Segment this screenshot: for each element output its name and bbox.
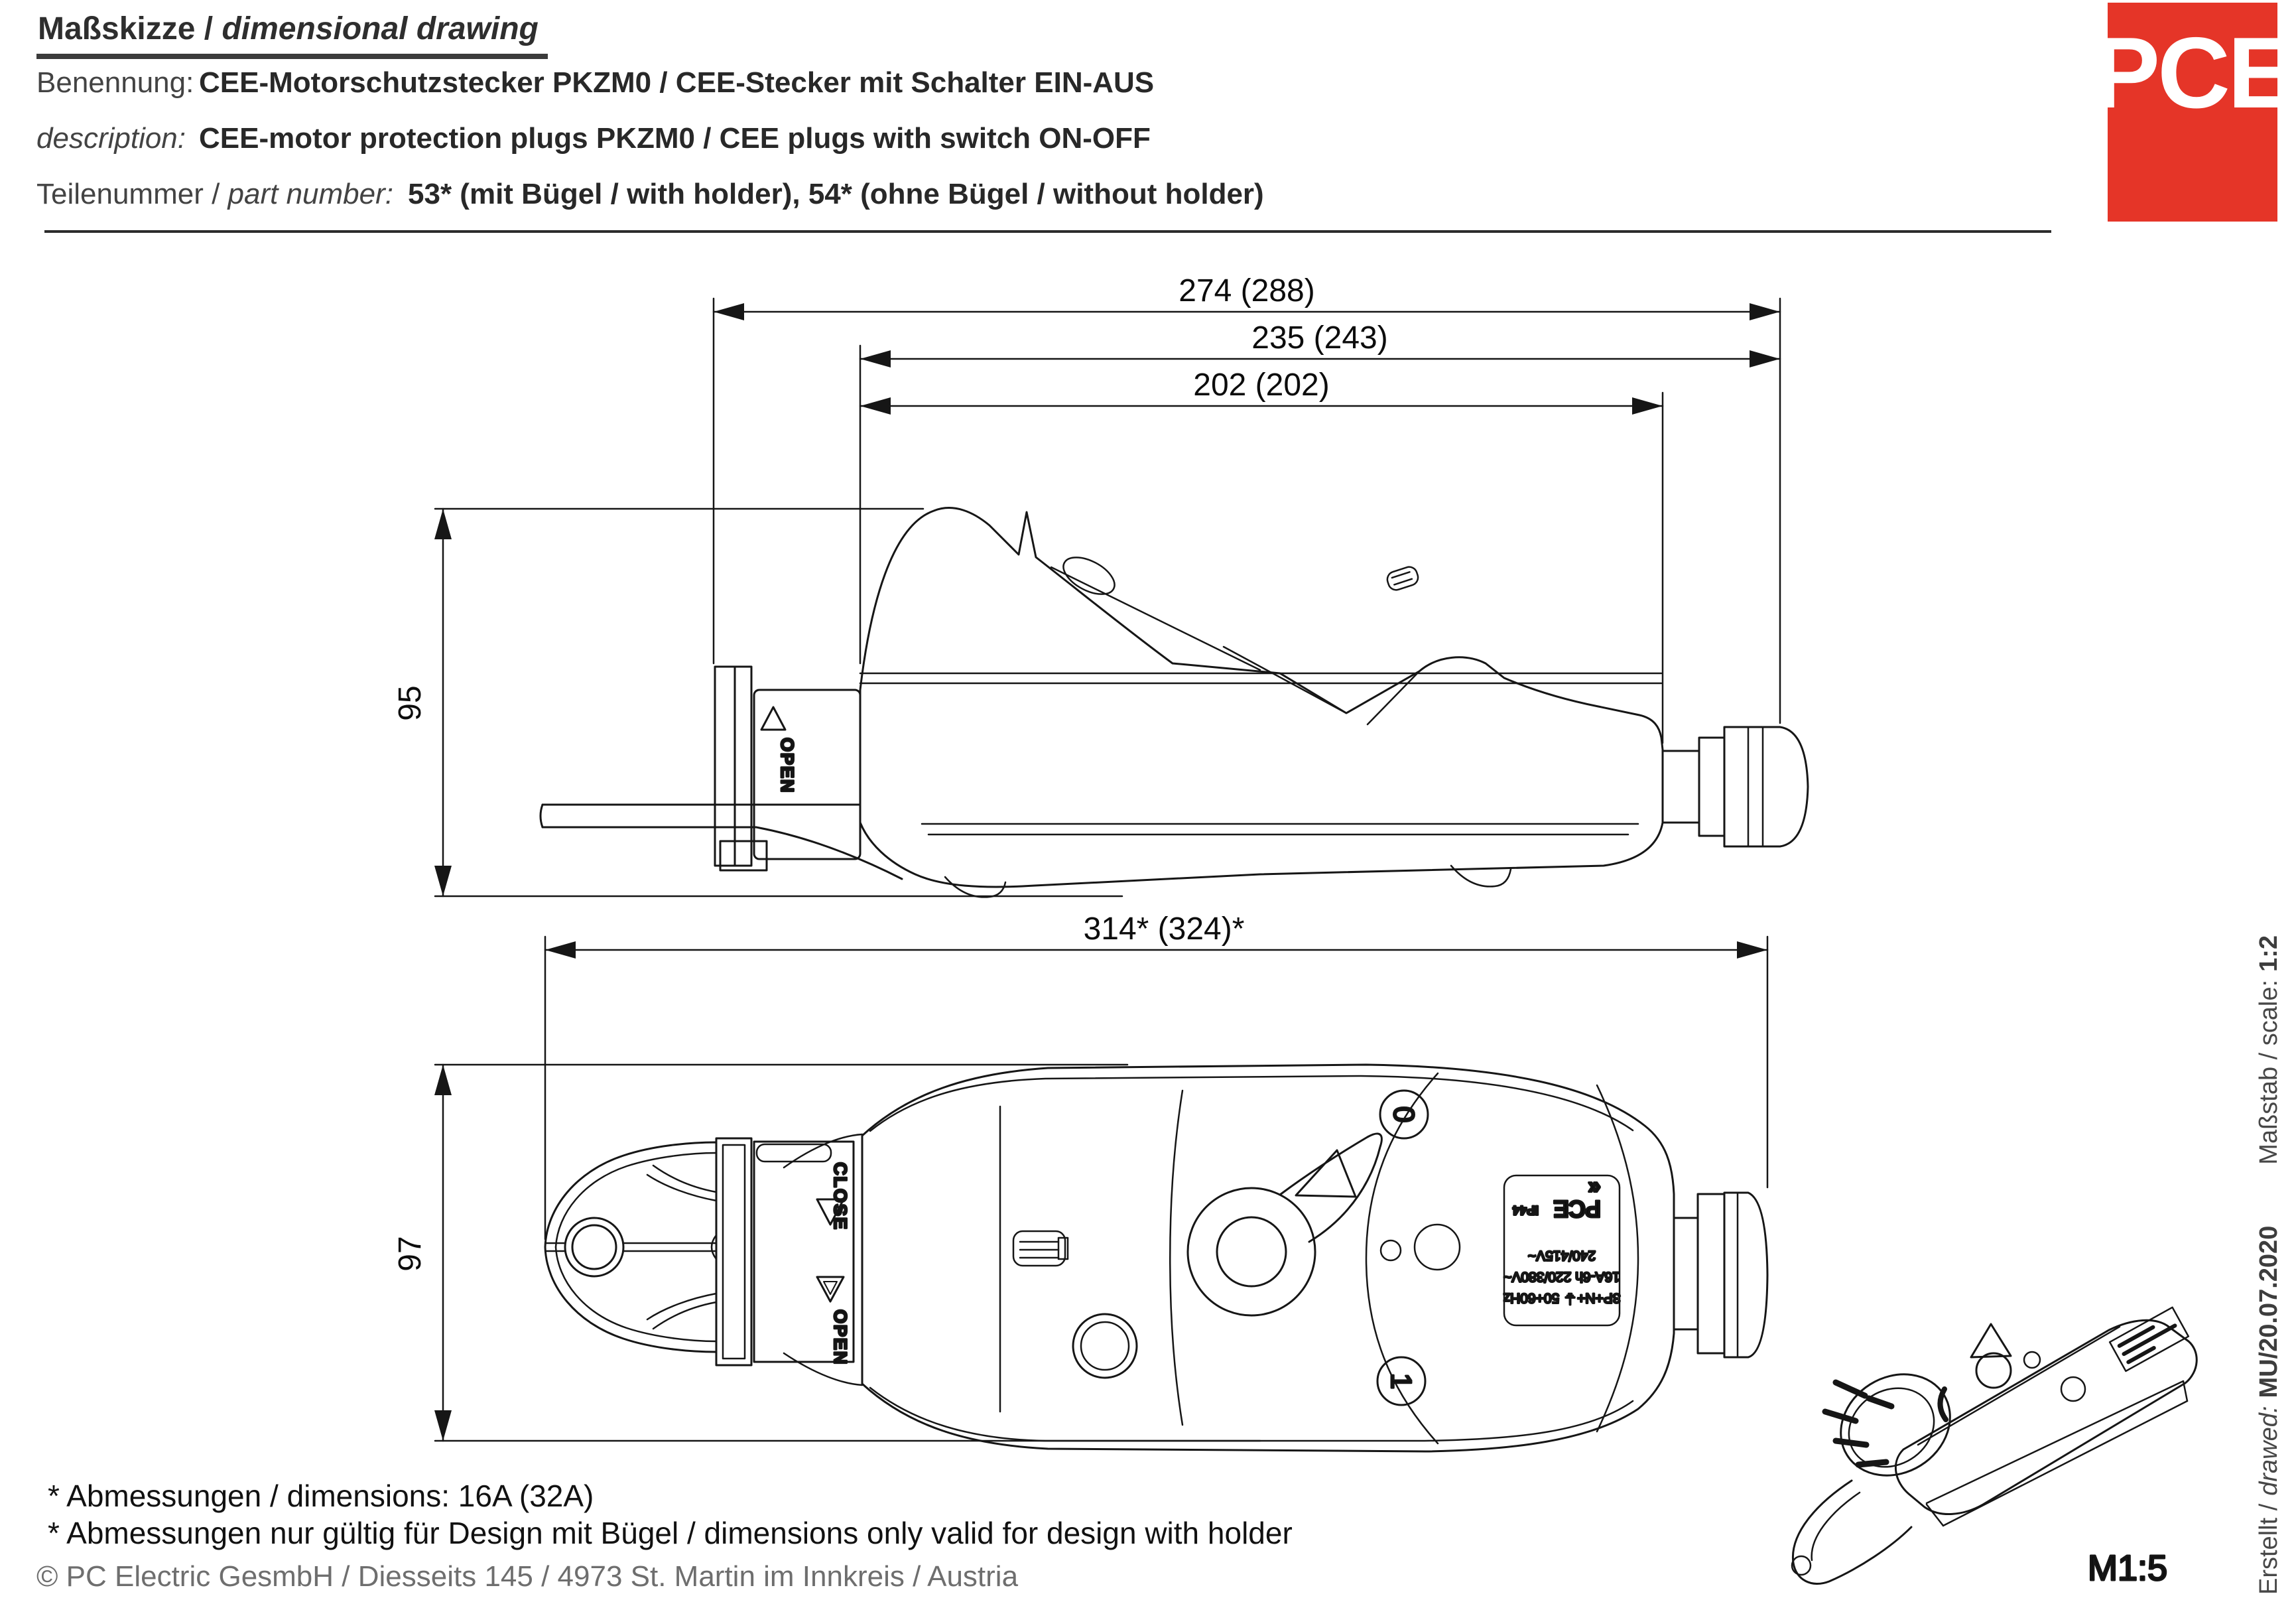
- page-title-de: Maßskizze: [38, 11, 196, 46]
- part-number-value: 53* (mit Bügel / with holder), 54* (ohne Bügel / without holder): [408, 178, 1264, 210]
- dimension-labels: [393, 273, 1388, 1272]
- description-value: CEE-motor protection plugs PKZM0 / CEE plugs with switch ON-OFF: [199, 122, 1151, 155]
- created-value: MU/20.07.2020: [2255, 1225, 2283, 1398]
- latch-detail: [1013, 1231, 1068, 1266]
- switch-position-0: 0: [1387, 1106, 1420, 1123]
- detail-3d-view: [1792, 1307, 2197, 1588]
- footnote-holder: * Abmessungen nur gültig für Design mit Bügel / dimensions only valid for design with holder: [48, 1516, 1293, 1550]
- titleblock-vertical-text: [2255, 927, 2283, 1595]
- rating-mark: «: [1588, 1175, 1601, 1203]
- side-body: [860, 508, 1663, 898]
- top-cap: [712, 1138, 854, 1366]
- created-label-en: drawed:: [2255, 1406, 2283, 1496]
- dim-95: [434, 509, 1122, 896]
- rating-line-3: 240/415V~: [1527, 1248, 1596, 1263]
- top-cable-gland: [1674, 1193, 1767, 1357]
- top-cap-close-text: CLOSE: [830, 1162, 850, 1231]
- part-number-label: Teilenummer / part number:: [36, 178, 394, 210]
- top-holder: [545, 1142, 716, 1352]
- page-title: Maßskizze / dimensional drawing: [36, 11, 548, 59]
- created-label-de: Erstellt /: [2255, 1503, 2283, 1595]
- dim-202: [860, 393, 1663, 743]
- top-view-drawing: [434, 937, 1767, 1451]
- scale-label: Maßstab / scale:: [2255, 979, 2283, 1165]
- page-title-en: dimensional drawing: [222, 11, 539, 46]
- top-rating-label: [1503, 1175, 1621, 1325]
- dim-97-label: 97: [393, 1236, 428, 1272]
- rating-line-1: 3P+N+⏚ 50+60Hz: [1503, 1290, 1621, 1305]
- detail-scale-label: M1:5: [2088, 1548, 2168, 1588]
- dim-97: [434, 1065, 1260, 1441]
- side-view-drawing: [434, 299, 1808, 897]
- side-cable-gland: [1663, 727, 1808, 846]
- benennung-value: CEE-Motorschutzstecker PKZM0 / CEE-Stecker mit Schalter EIN-AUS: [199, 66, 1155, 99]
- dim-235-label: 235 (243): [1251, 320, 1388, 356]
- dim-95-label: 95: [393, 685, 428, 721]
- rating-brand: PCE: [1553, 1195, 1601, 1223]
- dim-202-label: 202 (202): [1193, 367, 1330, 403]
- dim-274-label: 274 (288): [1179, 273, 1315, 308]
- pce-logo-text: PCE: [2092, 17, 2293, 129]
- switch-position-1: 1: [1385, 1372, 1417, 1390]
- rating-ip: IP44: [1512, 1203, 1539, 1217]
- copyright-line: © PC Electric GesmbH / Diesseits 145 / 4973 St. Martin im Innkreis / Austria: [36, 1560, 1019, 1593]
- top-cap-open-text: OPEN: [830, 1309, 850, 1366]
- benennung-label: Benennung:: [36, 66, 194, 99]
- scale-value: 1:2: [2255, 935, 2283, 972]
- rating-line-2: 16A-6h 220/380V~: [1503, 1269, 1620, 1284]
- description-label: description:: [36, 122, 186, 155]
- dim-314: [545, 937, 1767, 1239]
- dim-314-label: 314* (324)*: [1083, 911, 1245, 947]
- side-cap-open-text: OPEN: [777, 738, 797, 794]
- footnote-dimensions: * Abmessungen / dimensions: 16A (32A): [48, 1479, 594, 1513]
- side-cap: [715, 667, 860, 870]
